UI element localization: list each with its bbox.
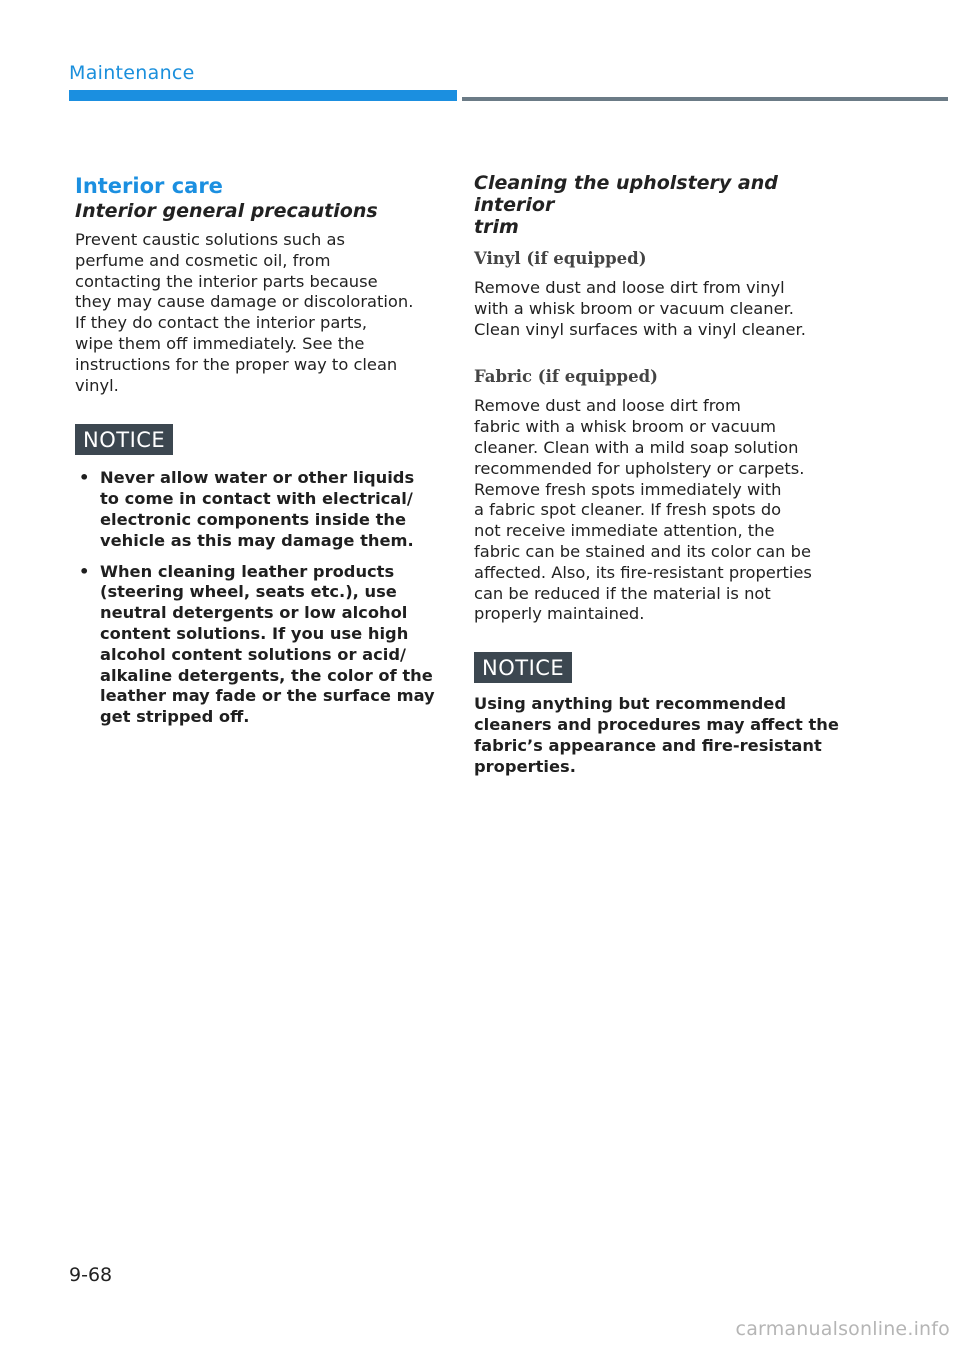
page-number: 9-68 <box>69 1264 113 1286</box>
vinyl-heading: Vinyl (if equipped) <box>474 249 647 268</box>
notice-list <box>75 468 440 728</box>
fabric-paragraph: Remove dust and loose dirt from fabric with a whisk broom or vacuum cleaner. Clean with a mild soap solution recommended for upholstery or carpets. Remove fresh spots immediately with a fabric spot cleaner. If fresh spots do not receive immediate attention, the fabric can be stained and its color can be affected. Also, its fire-resistant properties can be reduced if the material is not properly maintained. <box>474 396 812 624</box>
section-header: Maintenance <box>69 62 195 84</box>
fabric-heading: Fabric (if equipped) <box>474 367 658 387</box>
subsection-title: Interior general precautions <box>75 200 378 222</box>
intro-paragraph: Prevent caustic solutions such as perfume and cosmetic oil, from contacting the interior parts because they may cause damage or discoloration. If they do contact the interior parts, wipe them off immediately. See the instructions for the proper way to clean vinyl. <box>75 230 414 395</box>
bullet-icon: • <box>79 468 90 488</box>
watermark: carmanualsonline.info <box>735 1318 950 1340</box>
bullet-icon: • <box>79 561 90 581</box>
notice-badge: NOTICE <box>474 652 572 683</box>
vinyl-paragraph: Remove dust and loose dirt from vinyl with a whisk broom or vacuum cleaner. Clean vinyl surfaces with a vinyl cleaner. <box>474 278 806 339</box>
header-rule-gray <box>462 97 948 101</box>
right-column <box>474 172 844 777</box>
notice-block <box>75 424 440 728</box>
upholstery-title: Cleaning the upholstery and interior trim <box>474 172 778 238</box>
header-rule-accent <box>69 90 457 101</box>
left-column <box>75 172 440 738</box>
notice-badge: NOTICE <box>75 424 173 455</box>
fabric-notice-block <box>474 652 844 777</box>
fabric-notice-text: Using anything but recommended cleaners and procedures may affect the fabric’s appearance and fire-resistant properties. <box>474 694 839 776</box>
notice-item: • When cleaning leather products (steering wheel, seats etc.), use neutral detergents or low alcohol content solutions. If you use high alcohol content solutions or acid/ alkaline detergents, the color of the leather may fade or the surface may get stripped off. <box>79 561 435 727</box>
notice-item: • Never allow water or other liquids to come in contact with electrical/ electronic components inside the vehicle as this may damage them. <box>79 468 415 550</box>
section-title: Interior care <box>75 174 223 198</box>
